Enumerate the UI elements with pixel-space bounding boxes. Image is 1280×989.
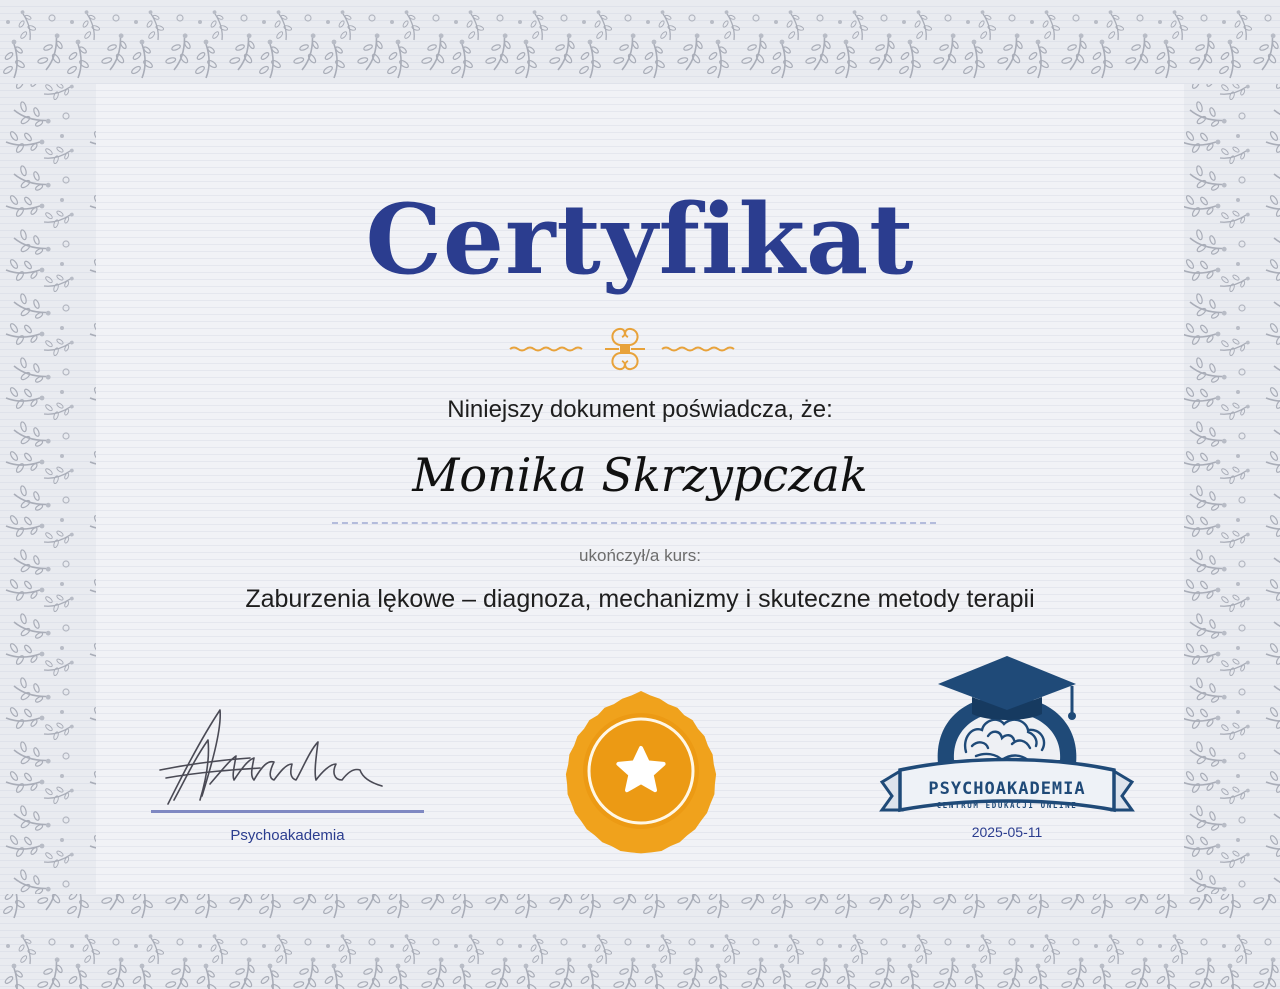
signature-line [151,810,424,813]
recipient-name: Monika Skrzypczak [412,448,868,502]
certificate-date: 2025-05-11 [971,824,1043,840]
certificate-title: Certyfikat [365,183,915,296]
signature-label: Psychoakademia [230,827,345,844]
psychoakademia-logo [876,652,1138,824]
course-name: Zaburzenia lękowe – diagnoza, mechanizmy i skuteczne metody terapii [245,585,1035,613]
logo-name: PSYCHOAKADEMIA [928,779,1086,799]
course-intro-text: ukończył/a kurs: [579,546,701,565]
floral-divider-icon [505,322,745,376]
name-underline [332,522,936,524]
logo-tagline: CENTRUM EDUKACJI ONLINE [936,801,1078,810]
graduation-cap-brain-icon [938,656,1077,764]
star-medal-icon [558,688,724,854]
signature-image [150,700,390,812]
certificate-intro-text: Niniejszy dokument poświadcza, że: [447,396,833,423]
logo-ribbon [882,760,1132,811]
